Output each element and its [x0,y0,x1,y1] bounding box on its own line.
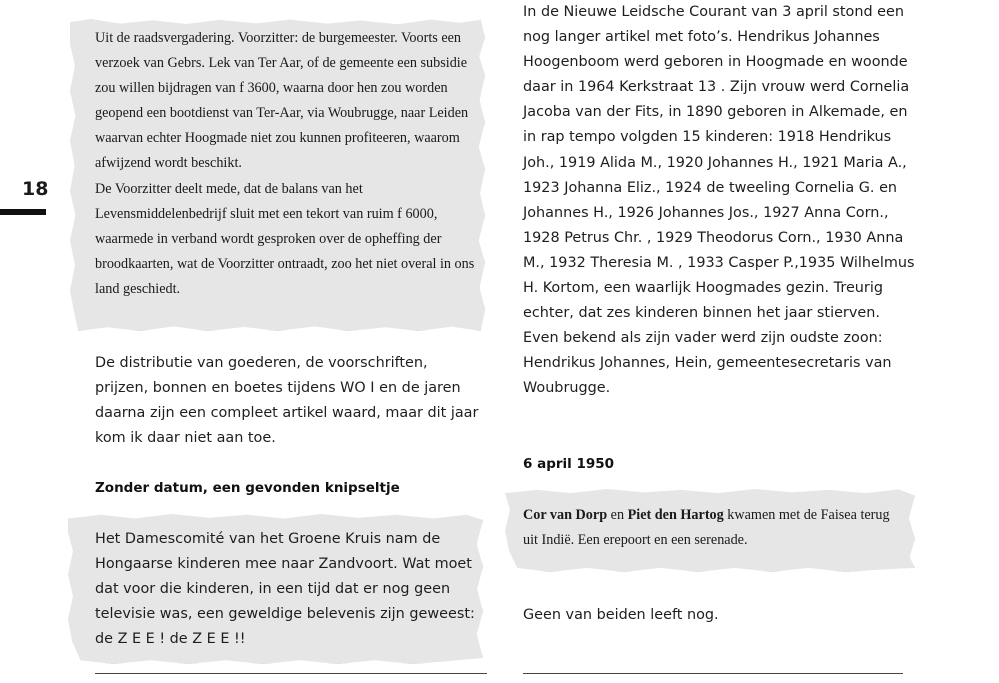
hoogenboom-article-paragraph: In de Nieuwe Leidsche Courant van 3 april stond een nog langer artikel met foto’s. Hendrikus Johannes Hoogenboom werd geboren in Hoogmade en woonde daar in 1964 Kerkstraat 13 . Zijn vrouw werd Cornelia Jacoba van der Fits, in 1890 geboren in Alkemade, en in rap tempo volgden 15 kinderen: 1918 Hendrikus Joh., 1919 Alida M., 1920 Johannes H., 1921 Maria A., 1923 Johanna Eliz., 1924 de tweeling Cornelia G. en Johannes H., 1926 Johannes Jos., 1927 Anna Corn., 1928 Petrus Chr. , 1929 Theodorus Corn., 1930 Anna M., 1932 Theresia M. , 1933 Casper P.,1935 Wilhelmus H. Kortom, een waarlijk Hoogmades gezin. Treurig echter, dat zes kinderen binnen het jaar stierven. Even bekend als zijn vader werd zijn oudste zoon: Hendrikus Johannes, Hein, gemeentesecretaris van Woubrugge. [523,4,915,397]
clipping-name-1: Cor van Dorp [523,507,608,523]
distribution-paragraph: De distributie van goederen, de voorschriften, prijzen, bonnen en boetes tijdens WO I en de jaren daarna zijn een compleet artikel waard, maar dit jaar kom ik daar niet aan toe. [95,355,479,447]
clipping-council-paragraph-1: Uit de raadsvergadering. Voorzitter: de burgemeester. Voorts een verzoek van Gebrs. Lek van Ter Aar, of de gemeente een subsidie zou willen bijdragen van f 3600, waarna door hen zou worden geopend een bootdienst van Ter-Aar, via Woubrugge, naar Leiden waarvan echter Hoogmade niet zou kunnen profiteeren, waarom afwijzend wordt beschikt. [95,30,469,172]
page-number-bar [0,209,46,215]
clipping-council-text [95,26,480,302]
clipping-name-2: Piet den Hartog [627,507,724,523]
bottom-rule-right [523,673,903,674]
clipping-faisea-text [523,503,903,553]
closing-sentence: Geen van beiden leeft nog. [523,607,719,623]
clipping-connector: en [610,507,625,523]
date-heading-6-april-1950: 6 april 1950 [523,456,615,472]
clipping-green-cross-text: Het Damescomité van het Groene Kruis nam de Hongaarse kinderen mee naar Zandvoort. Wat moet dat voor die kinderen, in een tijd dat er nog geen televisie was, een geweldige belevenis zijn geweest: de Z E E ! de Z E E !! [95,531,475,648]
bottom-rule-left [95,673,487,674]
clipping-council-paragraph-2: De Voorzitter deelt mede, dat de balans van het Levensmiddelenbedrijf sluit met een tekort van ruim f 6000, waarmede in verband wordt gesproken over de opheffing der broodkaarten, wat de Voorzitter ontraadt, zoo het niet overal in ons land geschiedt. [95,180,475,297]
page-number: 18 [22,178,49,200]
undated-clipping-heading: Zonder datum, een gevonden knipseltje [95,480,400,496]
clipping-faisea-rest: kwamen met de Faisea terug uit Indië. Een erepoort en een serenade. [523,507,890,548]
